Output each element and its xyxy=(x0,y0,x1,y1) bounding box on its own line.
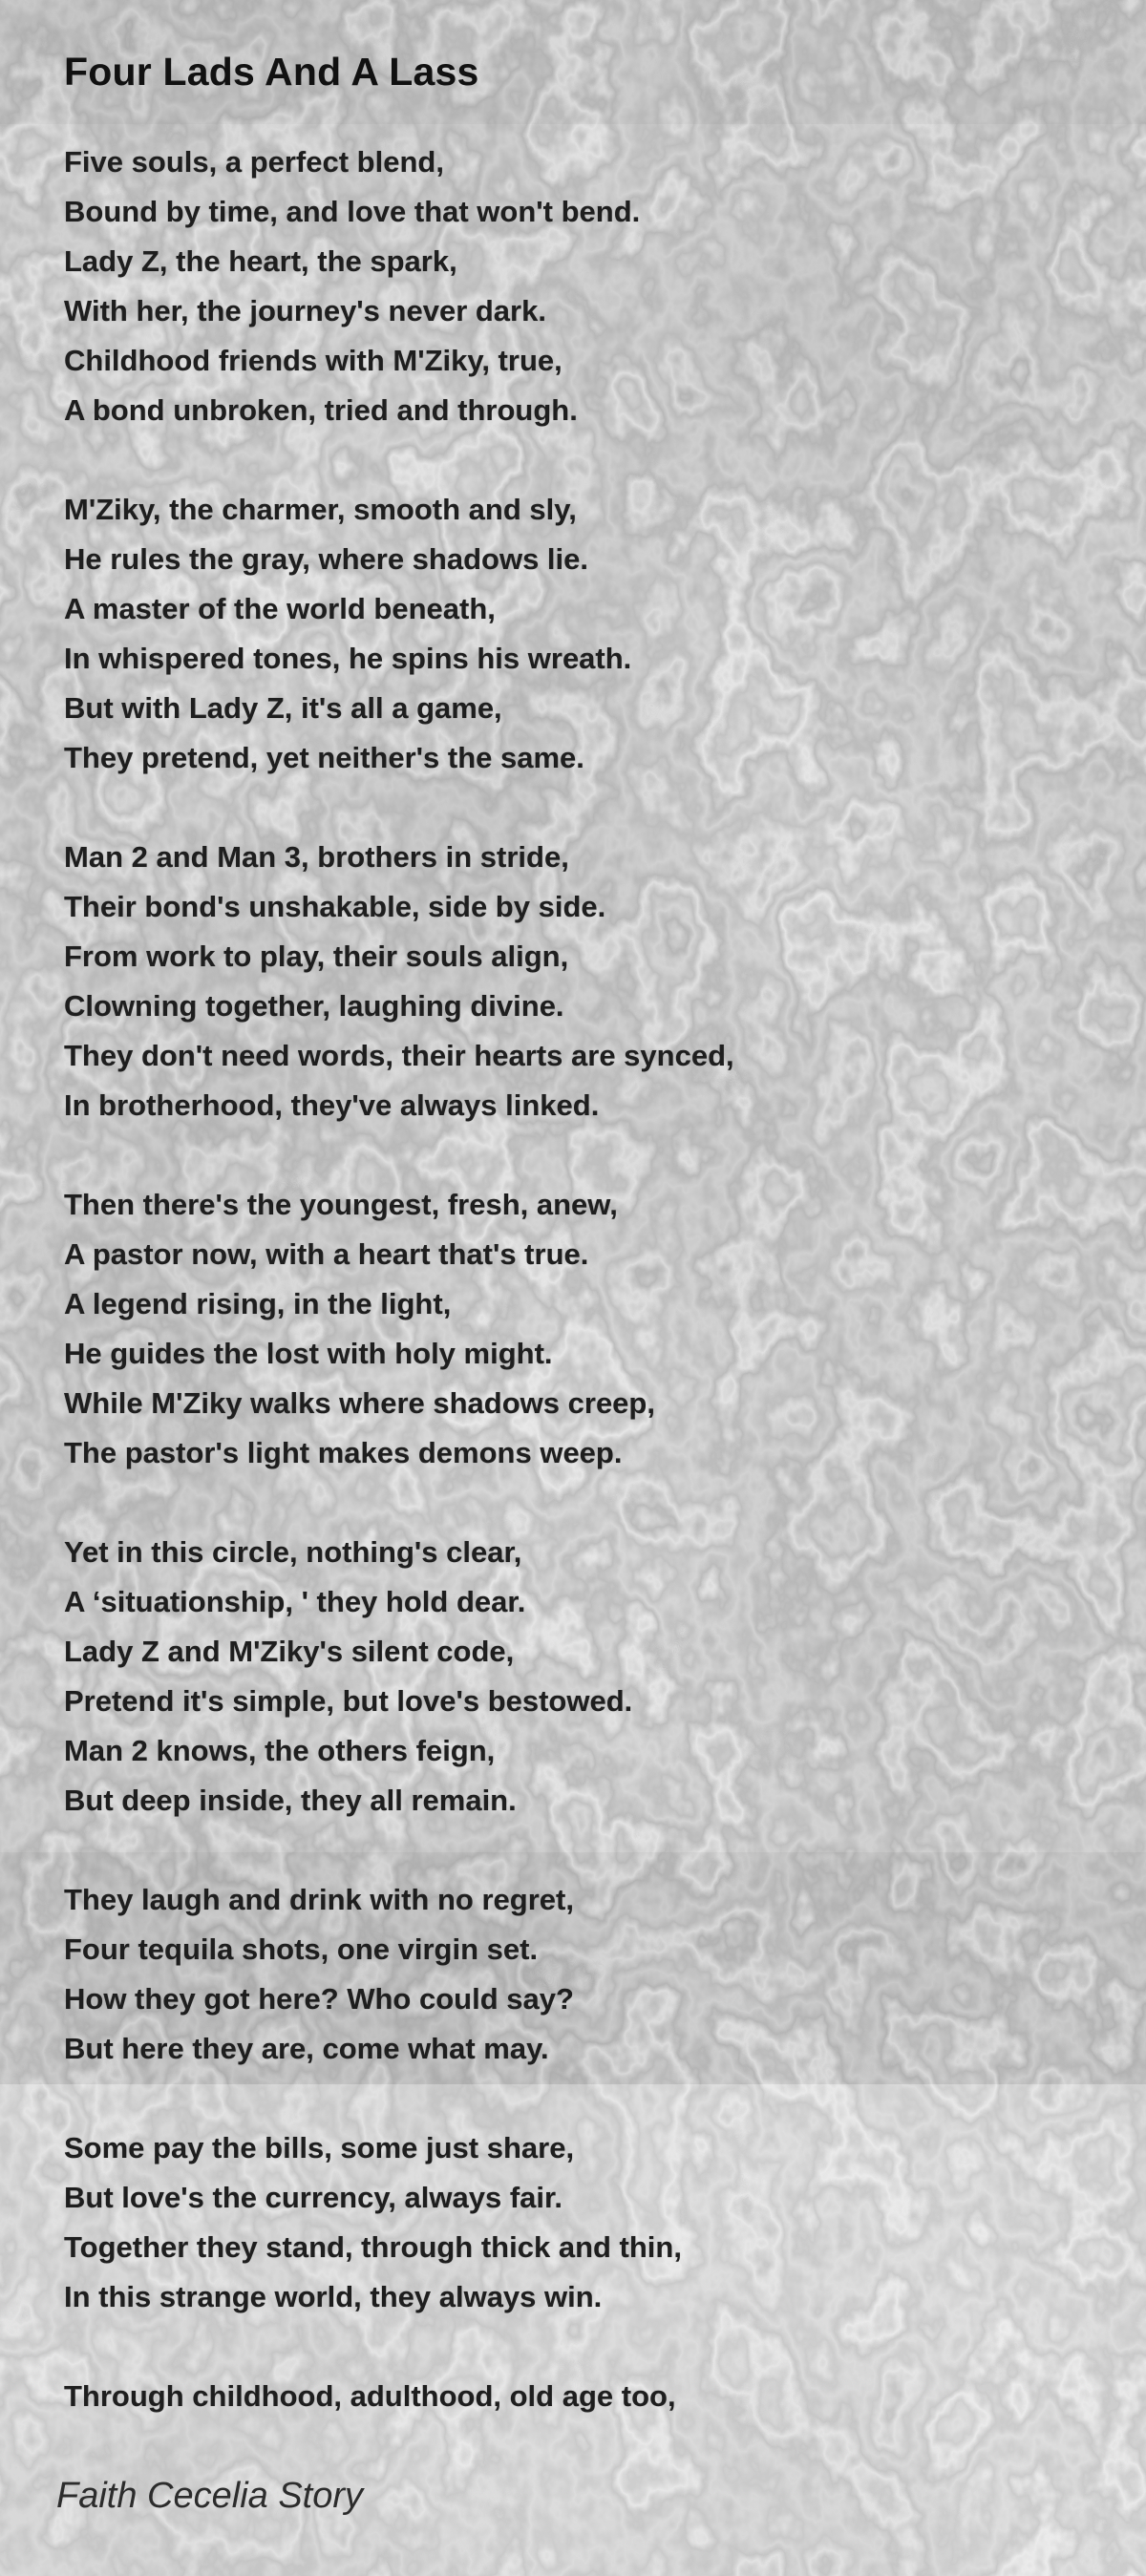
poem-line: Through childhood, adulthood, old age too, xyxy=(64,2379,676,2413)
poem-line: The pastor's light makes demons weep. xyxy=(64,1436,623,1469)
poem-line: But deep inside, they all remain. xyxy=(64,1784,517,1817)
poem-line: Clowning together, laughing divine. xyxy=(64,989,564,1023)
poem-line: He rules the gray, where shadows lie. xyxy=(64,542,589,576)
poem-line: A bond unbroken, tried and through. xyxy=(64,393,578,427)
poem-line: In brotherhood, they've always linked. xyxy=(64,1088,600,1122)
poem-line: A legend rising, in the light, xyxy=(64,1287,452,1320)
poem-line: From work to play, their souls align, xyxy=(64,940,569,973)
poem-line: But love's the currency, always fair. xyxy=(64,2181,562,2214)
poem-line: M'Ziky, the charmer, smooth and sly, xyxy=(64,493,577,526)
poem-line: A pastor now, with a heart that's true. xyxy=(64,1237,589,1271)
stanza-8 xyxy=(64,2372,1095,2421)
stanza-5 xyxy=(64,1528,1095,1826)
poem-line: While M'Ziky walks where shadows creep, xyxy=(64,1386,655,1420)
poem-line: Yet in this circle, nothing's clear, xyxy=(64,1535,522,1569)
poem-line: But here they are, come what may. xyxy=(64,2032,549,2065)
poem-line: They pretend, yet neither's the same. xyxy=(64,741,584,774)
poem-line: Their bond's unshakable, side by side. xyxy=(64,890,606,923)
stanza-6 xyxy=(64,1875,1095,2074)
poem-line: Man 2 and Man 3, brothers in stride, xyxy=(64,840,569,874)
poem-line: A master of the world beneath, xyxy=(64,592,496,625)
poem-line: Lady Z, the heart, the spark, xyxy=(64,244,457,278)
stanza-7 xyxy=(64,2123,1095,2322)
poem-content xyxy=(56,48,1095,2521)
poem-line: Pretend it's simple, but love's bestowed. xyxy=(64,1684,633,1718)
poem-line: But with Lady Z, it's all a game, xyxy=(64,691,502,725)
stanza-2 xyxy=(64,485,1095,783)
poem-line: Four tequila shots, one virgin set. xyxy=(64,1932,539,1966)
poem-line: Bound by time, and love that won't bend. xyxy=(64,195,641,228)
poem-line: Childhood friends with M'Ziky, true, xyxy=(64,344,562,377)
stanza-3 xyxy=(64,833,1095,1130)
poem-line: Then there's the youngest, fresh, anew, xyxy=(64,1188,618,1221)
poem-line: They don't need words, their hearts are synced, xyxy=(64,1039,734,1072)
poem-line: In whispered tones, he spins his wreath. xyxy=(64,642,632,675)
poem-line: A ‘situationship, ' they hold dear. xyxy=(64,1585,526,1618)
poem-line: He guides the lost with holy might. xyxy=(64,1337,553,1370)
stanza-4 xyxy=(64,1180,1095,1478)
poem-line: Lady Z and M'Ziky's silent code, xyxy=(64,1635,515,1668)
poem-line: Together they stand, through thick and thin, xyxy=(64,2230,682,2264)
poem-line: In this strange world, they always win. xyxy=(64,2280,603,2313)
poem-line: Five souls, a perfect blend, xyxy=(64,145,444,179)
stanza-1 xyxy=(64,137,1095,435)
poem-title: Four Lads And A Lass xyxy=(64,50,479,94)
poem-line: Man 2 knows, the others feign, xyxy=(64,1734,496,1767)
poem-author: Faith Cecelia Story xyxy=(56,2476,364,2516)
poem-line: With her, the journey's never dark. xyxy=(64,294,546,327)
poem-line: They laugh and drink with no regret, xyxy=(64,1883,574,1916)
poem-line: How they got here? Who could say? xyxy=(64,1982,574,2016)
poem-line: Some pay the bills, some just share, xyxy=(64,2131,575,2164)
